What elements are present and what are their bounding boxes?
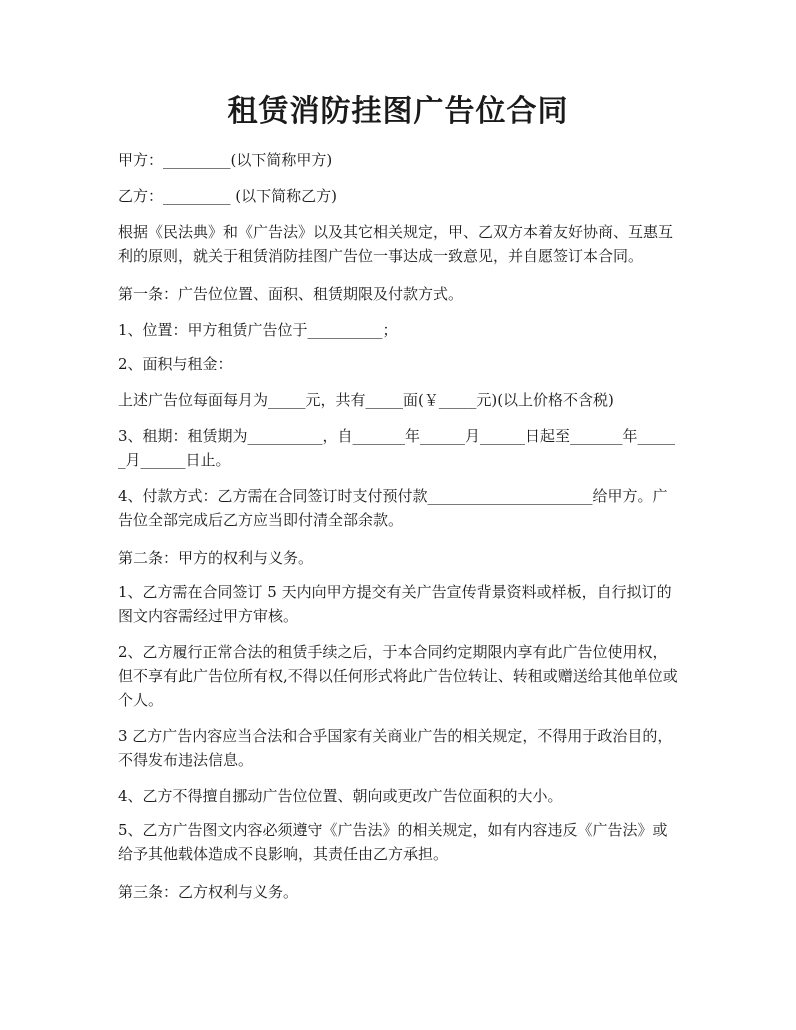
party-a-line: 甲方：_________(以下简称甲方) [118, 151, 333, 169]
article-2-clause-5: 5、乙方广告图文内容必须遵守《广告法》的相关规定，如有内容违反《广告法》或给予其他载体造成不良影响，其责任由乙方承担。 [118, 821, 668, 863]
article-2-clause-2: 2、乙方履行正常合法的租赁手续之后，于本合同约定期限内享有此广告位使用权，但不享有此广告位所有权,不得以任何形式将此广告位转让、转租或赠送给其他单位或个人。 [118, 643, 678, 709]
article-1-term: 3、租期：租赁期为__________，自_______年______月______日起至_______年______月______日止。 [118, 427, 676, 469]
article-2-clause-4: 4、乙方不得擅自挪动广告位位置、朝向或更改广告位面积的大小。 [118, 787, 563, 805]
article-2-heading: 第二条：甲方的权利与义务。 [118, 549, 314, 567]
article-1-heading: 第一条：广告位位置、面积、租赁期限及付款方式。 [118, 285, 464, 303]
article-1-location: 1、位置：甲方租赁广告位于__________； [118, 321, 398, 339]
party-b-line: 乙方：_________ (以下简称乙方) [118, 187, 337, 205]
article-2-clause-3: 3 乙方广告内容应当合法和合乎国家有关商业广告的相关规定，不得用于政治目的，不得发布违法信息。 [118, 727, 673, 769]
article-2-clause-1: 1、乙方需在合同签订 5 天内向甲方提交有关广告宣传背景资料或样板，自行拟订的图文内容需经过甲方审核。 [118, 583, 672, 625]
article-1-payment: 4、付款方式：乙方需在合同签订时支付预付款______________________给甲方。广告位全部完成后乙方应当即付清全部余款。 [118, 487, 668, 529]
document-title: 租赁消防挂图广告位合同 [227, 94, 569, 129]
article-3-heading: 第三条：乙方权利与义务。 [118, 883, 299, 901]
article-1-price-line: 上述广告位每面每月为_____元，共有_____面(￥_____元)(以上价格不含税) [118, 391, 614, 409]
preamble-paragraph: 根据《民法典》和《广告法》以及其它相关规定，甲、乙双方本着友好协商、互惠互利的原则，就关于租赁消防挂图广告位一事达成一致意见，并自愿签订本合同。 [118, 223, 674, 265]
article-1-area-rent: 2、面积与租金： [118, 355, 233, 373]
